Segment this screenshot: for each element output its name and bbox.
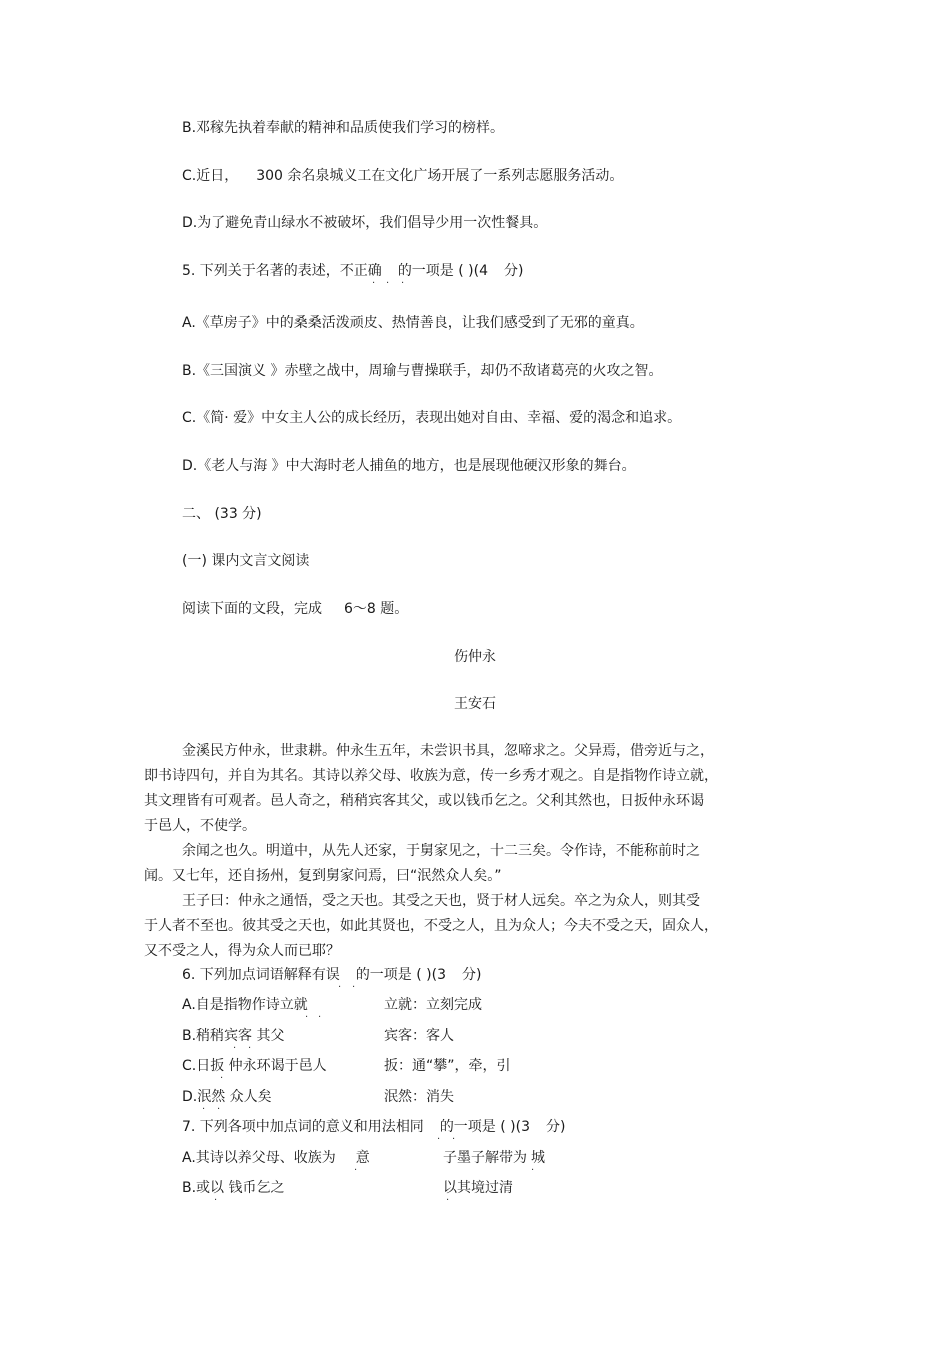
emphasis-dot: · — [354, 1165, 358, 1176]
instruction-suffix: 6～8 题。 — [344, 601, 409, 617]
q6-option-b-gloss: 宾客：客人 — [384, 1028, 454, 1044]
q7-stem — [182, 1117, 565, 1137]
emphasis-dot: · — [386, 278, 390, 289]
q5-option-a: A.《草房子》中的桑桑活泼顽皮、热情善良，让我们感受到了无邪的童真。 — [182, 315, 644, 331]
section-heading: 二、 (33 分) — [182, 506, 262, 522]
q5-option-c: C.《简· 爱》中女主人公的成长经历，表现出她对自由、幸福、爱的渴念和追求。 — [182, 410, 682, 426]
q6-stem-prefix: 6. 下列加点词语解释 — [182, 967, 312, 983]
q5-option-d: D.《老人与海 》中大海时老人捕鱼的地方，也是展现他硬汉形象的舞台。 — [182, 458, 636, 474]
q7-emphasis-word: 相同 — [395, 1119, 424, 1135]
passage-line: 余闻之也久。明道中，从先人还家，于舅家见之，十二三矣。令作诗，不能称前时之 — [182, 843, 700, 859]
q7-stem-suffix: 分) — [546, 1119, 566, 1135]
instruction-prefix: 阅读下面的文段，完成 — [182, 601, 322, 617]
emphasis-dot: · — [233, 1043, 237, 1054]
emphasis-dot: · — [446, 1195, 450, 1206]
q5-emphasis-word: 不正确 — [339, 263, 382, 279]
q4-option-b: B.邓稼先执着奉献的精神和品质使我们学习的榜样。 — [182, 120, 505, 136]
q5-stem-suffix: 分) — [504, 263, 524, 279]
passage-line: 闻。又七年，还自扬州，复到舅家问焉，曰“泯然众人矣。” — [144, 868, 502, 884]
emphasis-dot: · — [202, 1104, 206, 1115]
q7-option-a-compare-word: 城 — [531, 1150, 545, 1166]
q7-option-a-prefix: A.其诗以养父母、收族为 — [182, 1150, 336, 1166]
emphasis-dot: · — [220, 1073, 224, 1084]
passage-line: 王子曰：仲永之通悟，受之天也。其受之天也，贤于材人远矣。卒之为众人，则其受 — [182, 893, 700, 909]
q7-option-b-text: B.或以 钱币乞之 — [182, 1180, 285, 1196]
passage-author: 王安石 — [454, 696, 496, 712]
emphasis-dot: · — [305, 1012, 309, 1023]
q5-stem-prefix: 5. 下列关于名著的表述， — [182, 263, 340, 279]
q6-emphasis-word: 有误 — [311, 967, 340, 983]
q5-option-b: B.《三国演义 》赤壁之战中，周瑜与曹操联手，却仍不敌诸葛亮的火攻之智。 — [182, 363, 663, 379]
emphasis-dot: · — [352, 982, 356, 993]
q7-option-a-text — [182, 1148, 370, 1168]
emphasis-dot: · — [217, 1104, 221, 1115]
q6-option-a-text: A.自是指物作诗立就 — [182, 997, 308, 1013]
passage-title: 伤仲永 — [454, 649, 496, 665]
passage-line: 于人者不至也。彼其受之天也，如此其贤也，不受之人，且为众人；今夫不受之天，固众人， — [144, 918, 718, 934]
q6-option-c-text: C.日扳 仲永环谒于邑人 — [182, 1058, 327, 1074]
reading-instruction — [182, 599, 408, 619]
q7-option-a-word: 意 — [355, 1150, 370, 1166]
q6-stem-middle: 的一项是 ( )(3 — [355, 967, 447, 983]
q5-stem — [182, 261, 523, 281]
emphasis-dot: · — [452, 1134, 456, 1145]
q6-option-d-gloss: 泯然：消失 — [384, 1089, 454, 1105]
subsection-heading: (一) 课内文言文阅读 — [182, 553, 310, 569]
q7-option-a-compare-prefix: 子墨子解带为 — [443, 1150, 527, 1166]
emphasis-dot: · — [401, 278, 405, 289]
q5-stem-middle: 的一项是 ( )(4 — [397, 263, 489, 279]
q4-option-d: D.为了避免青山绿水不被破坏，我们倡导少用一次性餐具。 — [182, 215, 548, 231]
emphasis-dot: · — [338, 982, 342, 993]
q6-stem-suffix: 分) — [462, 967, 482, 983]
q6-option-d-text: D.泯然 众人矣 — [182, 1089, 272, 1105]
q6-option-c-gloss: 扳：通“攀”，牵，引 — [384, 1058, 511, 1074]
passage-line: 于邑人，不使学。 — [144, 818, 256, 834]
q7-stem-prefix: 7. 下列各项中加点词的意义和用法 — [182, 1119, 396, 1135]
q4-option-c-text: 300 余名泉城义工在文化广场开展了一系列志愿服务活动。 — [256, 168, 624, 184]
q7-option-b-compare: 以其境过清 — [443, 1180, 513, 1196]
emphasis-dot: · — [318, 1012, 322, 1023]
q4-option-c-prefix: C.近日， — [182, 168, 239, 184]
emphasis-dot: · — [248, 1043, 252, 1054]
emphasis-dot: · — [531, 1165, 535, 1176]
q7-option-a-compare — [443, 1148, 545, 1168]
q6-option-a-gloss: 立就：立刻完成 — [384, 997, 482, 1013]
passage-line: 金溪民方仲永，世隶耕。仲永生五年，未尝识书具，忽啼求之。父异焉，借旁近与之， — [182, 743, 714, 759]
passage-line: 又不受之人，得为众人而已耶？ — [144, 943, 340, 959]
passage-line: 其文理皆有可观者。邑人奇之，稍稍宾客其父，或以钱币乞之。父利其然也，日扳仲永环谒 — [144, 793, 704, 809]
q6-option-b-text: B.稍稍宾客 其父 — [182, 1028, 285, 1044]
emphasis-dot: · — [372, 278, 376, 289]
q7-stem-middle: 的一项是 ( )(3 — [439, 1119, 531, 1135]
emphasis-dot: · — [214, 1195, 218, 1206]
q4-option-c — [182, 166, 623, 186]
passage-line: 即书诗四句，并自为其名。其诗以养父母、收族为意，传一乡秀才观之。自是指物作诗立就， — [144, 768, 718, 784]
emphasis-dot: · — [437, 1134, 441, 1145]
q6-stem — [182, 965, 481, 985]
